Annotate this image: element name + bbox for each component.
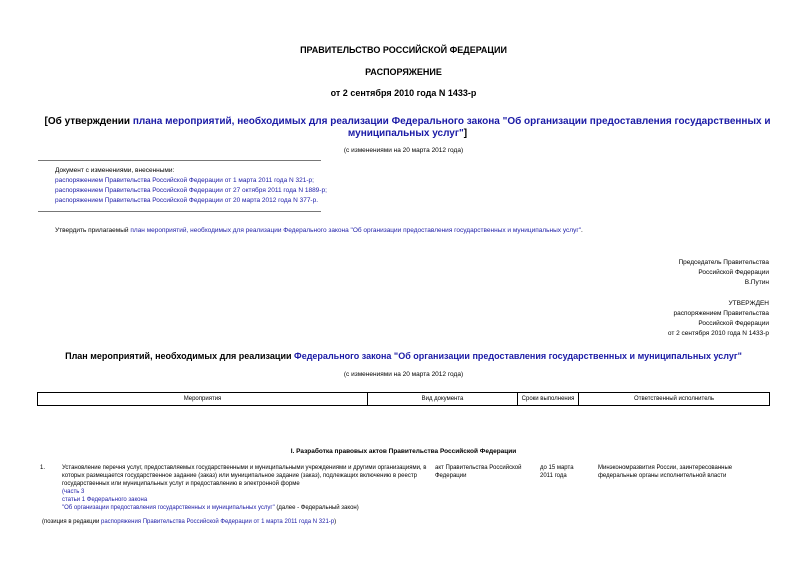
approved-line-2: распоряжением Правительства [673,310,769,317]
change-link-2[interactable]: распоряжением Правительства Российской Федерации от 27 октября 2011 года N 1889-р; [55,187,327,194]
row-activity [62,464,428,512]
row-note-suffix: ) [334,519,337,525]
approved-block [668,299,769,339]
approve-prefix: Утвердить прилагаемый [55,227,131,234]
title-suffix: ] [463,128,468,139]
signature-line-2: Российской Федерации [698,269,769,276]
plan-title-prefix: План мероприятий, необходимых для реализации [65,351,295,361]
row-link-article[interactable]: статьи 1 Федерального закона [62,497,148,503]
col-header-activities: Мероприятия [38,393,368,406]
col-header-responsible: Ответственный исполнитель [579,393,770,406]
section-heading: I. Разработка правовых актов Правительства Российской Федерации [290,448,517,455]
plan-title-link[interactable]: Федерального закона "Об организации предоставления государственных и муниципальных услуг" [294,351,742,361]
approve-suffix: . [581,227,583,234]
plan-table-header [37,392,770,406]
row-number: 1. [40,465,46,471]
col-header-terms: Сроки выполнения [518,393,579,406]
row-responsible: Минэкономразвития России, заинтересованные федеральные органы исполнительной власти [598,465,733,479]
row-tail: (далее - Федеральный закон) [274,505,359,511]
edition-note: (с изменениями на 20 марта 2012 года) [343,147,464,154]
row-link-law[interactable]: "Об организации предоставления государственных и муниципальных услуг" [62,505,275,511]
document-title [40,116,775,140]
row-link-part[interactable]: (часть 3 [62,489,85,495]
divider-top [38,160,321,161]
change-link-1[interactable]: распоряжением Правительства Российской Федерации от 1 марта 2011 года N 321-р; [55,177,314,184]
col-header-doc-type: Вид документа [368,393,518,406]
title-link[interactable]: плана мероприятий, необходимых для реализации Федерального закона "Об организации предоставления государственных и муниципальных услуг" [132,116,771,139]
row-activity-text: Установление перечня услуг, предоставляемых государственными и муниципальными учреждениями и другими организациями, в которых размещается государственное задание (заказ) или муниципальное задание (заказ), подлежащих включению в реестр государственных или муниципальных услуг и предоставлению в электронной форме [62,465,427,487]
row-note-prefix: (позиция в редакции [42,519,101,525]
approve-link[interactable]: план мероприятий, необходимых для реализации Федерального закона "Об организации предоставления государственных и муниципальных услуг" [130,227,582,234]
row-note-link[interactable]: распоряжения Правительства Российской Федерации от 1 марта 2011 года N 321-р [101,519,335,525]
signature-line-1: Председатель Правительства [678,259,769,266]
signature-block [678,258,769,288]
document-type: РАСПОРЯЖЕНИЕ [365,67,442,77]
government-heading: ПРАВИТЕЛЬСТВО РОССИЙСКОЙ ФЕДЕРАЦИИ [300,45,507,55]
document-date: от 2 сентября 2010 года N 1433-р [330,88,477,98]
changes-list [55,166,327,206]
plan-edition-note: (с изменениями на 20 марта 2012 года) [343,371,464,378]
change-link-3[interactable]: распоряжением Правительства Российской Федерации от 20 марта 2012 года N 377-р. [55,197,319,204]
changes-heading: Документ с изменениями, внесенными: [55,167,175,174]
row-note [42,519,336,525]
divider-bottom [38,211,321,212]
row-term: до 15 марта 2011 года [540,465,574,479]
row-doc-type: акт Правительства Российской Федерации [435,465,522,479]
approved-line-1: УТВЕРЖДЕН [728,300,769,307]
approve-paragraph [55,227,583,234]
signature-line-3: В.Путин [744,279,769,286]
plan-title [20,351,787,361]
title-prefix: [Об утверждении [44,116,133,127]
approved-line-3: Российской Федерации [698,320,769,327]
approved-line-4: от 2 сентября 2010 года N 1433-р [667,330,769,337]
